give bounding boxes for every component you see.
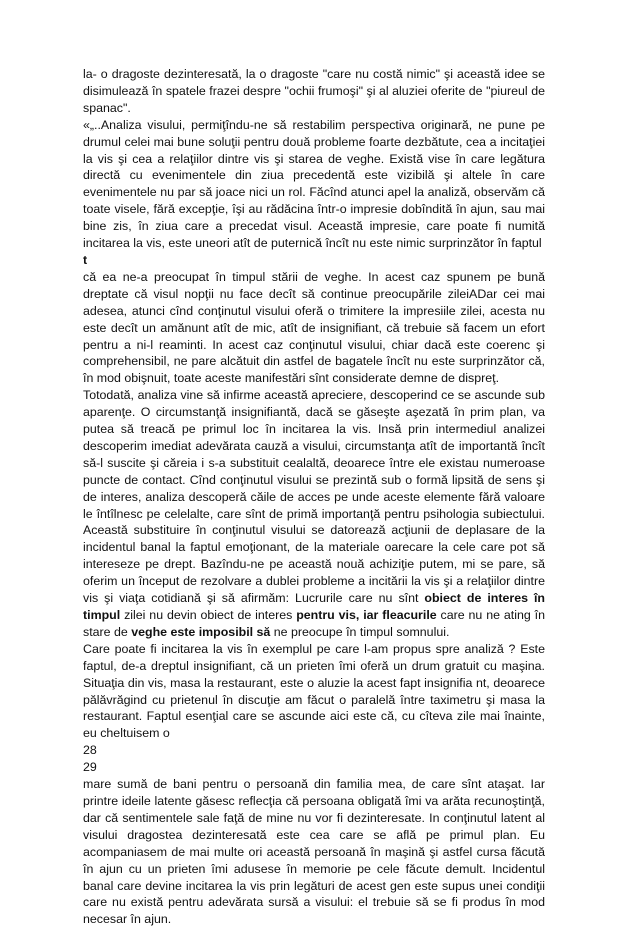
paragraph-p4 bbox=[83, 269, 545, 387]
bold-text: obiect de interes în timpul bbox=[83, 591, 545, 622]
bold-text: pentru vis, iar fleacurile bbox=[296, 608, 437, 622]
text-segment: ne preocupe în timpul somnului. bbox=[270, 624, 450, 639]
paragraph-p1 bbox=[83, 66, 545, 117]
paragraph-p7 bbox=[83, 742, 545, 759]
text-segment: «„..Analiza visului, permiţîndu-ne să restabilim perspectiva originară, ne pune pe drumul celei mai bune soluţii pentru două probleme foarte dezbătute, cea a incitaţiei la vis şi cea a relaţiilor dintre vis şi starea de veghe. Există vise în care legătura directă cu evenimentele din ziua precedentă este vizibilă şi altele în care evenimentele nu par să joace nici un rol. Făcînd atunci apel la analiză, observăm că toate visele, fără excepţie, îşi au rădăcina într-o impresie dobîndită în ajun, sau mai bine zis, în ziua care a precedat visul. Această impresie, care poate fi numită incitarea la vis, este uneori atît de puternică încît nu este nimic surprinzător în faptul bbox=[83, 117, 545, 251]
paragraph-p3 bbox=[83, 252, 545, 269]
text-segment: 29 bbox=[83, 760, 97, 775]
paragraph-p5 bbox=[83, 387, 545, 641]
paragraph-p8 bbox=[83, 759, 545, 776]
text-segment: zilei nu devin obiect de interes bbox=[120, 608, 297, 622]
text-segment: Totodată, analiza vine să infirme această apreciere, descoperind ce se ascunde sub aparenţe. O circumstanţă insignifiantă, dacă se găseşte aşezată în prim plan, va putea să treacă pe primul loc în incitarea la vis. Insă prin intermediul analizei descoperim imediat adevărata cauză a visului, circumstanţa atît de importantă încît să-l suscite şi căreia i s-a substituit cealaltă, deoarece între ele existau numeroase puncte de contact. Cînd conţinutul visului se prezintă sub o formă lipsită de sens şi de interes, analiza descoperă căile de acces pe unde aceste elemente fără valoare le întîlnesc pe celelalte, care sînt de primă importanţă pentru psihologia subiectului. Această substituire în conţinutul visului se datorează acţiunii de deplasare de la incidentul banal la faptul emoţionant, de la materiale oarecare la cele care pot să intereseze pe drept. Bazîndu-ne pe această nouă achiziţie putem, mi se pare, să oferim un început de rezolvare a dublei probleme a incitării la vis şi a relaţiilor dintre vis şi viaţa cotidiană şi să afirmăm: Lucrurile care nu sînt bbox=[83, 388, 545, 606]
text-segment: Care poate fi incitarea la vis în exemplul pe care l-am propus spre analiză ? Este faptul, de-a dreptul insignifiant, că un prieten îmi oferă un drum gratuit cu maşina. Situaţia din vis, masa la restaurant, este o aluzie la acest fapt insignifia nt, deoarece pălăvrăgind cu prietenul în discuţie am făcut o paralelă între taximetru şi masa la restaurant. Faptul esenţial care se ascunde aici este că, cu cîteva zile mai înainte, eu cheltuisem o bbox=[83, 641, 545, 741]
paragraph-p6 bbox=[83, 641, 545, 742]
text-segment: la- o dragoste dezinteresată, la o dragoste "care nu costă nimic" şi această idee se disimulează în spatele frazei despre "ochii frumoşi" şi al aluziei oferite de "piureul de spanac". bbox=[83, 67, 545, 115]
text-segment: că ea ne-a preocupat în timpul stării de veghe. In acest caz spunem pe bună dreptate că visul nopţii nu face decît să continue preocupările zileiADar cei mai adesea, atunci cînd conţinutul visului oferă o trimitere la impresiile zilei, acesta nu este decît un amănunt atît de mic, atît de insignifiant, că trebuie să facem un efort pentru a ni-l reaminti. In acest caz conţinutul visului, chiar dacă este coerenc şi comprehensibil, ne pare alcătuit din astfel de bagatele încît nu este surprinzător că, în mod obişnuit, toate aceste manifestări sînt considerate demne de dispreţ. bbox=[83, 269, 545, 386]
text-segment: 28 bbox=[83, 743, 97, 758]
paragraph-p2 bbox=[83, 117, 545, 252]
bold-text: veghe este imposibil să bbox=[131, 624, 271, 639]
paragraph-p9 bbox=[83, 776, 545, 928]
text-segment: mare sumă de bani pentru o persoană din familia mea, de care sînt ataşat. Iar printre ideile latente găsesc reflecţia că persoana obligată îmi va arăta recunoştinţă, dar că sentimentele sale faţă de mine nu vor fi dezinteresate. In conţinutul latent al visului dragostea dezinteresată este cea care se află pe primul plan. Eu acompaniasem de mai multe ori această persoană în maşină şi astfel cursa făcută în ajun cu un prieten îmi adusese în memorie pe cele făcute demult. Incidentul banal care devine incitarea la vis prin legături de acest gen este supus unei condiţii care nu există pentru adevărata sursă a visului: el trebuie să se fi produs în mod necesar în ajun. bbox=[83, 777, 545, 927]
text-segment: care nu ne ating în stare de bbox=[83, 608, 545, 639]
bold-text: t bbox=[83, 252, 88, 267]
document-page bbox=[83, 66, 545, 928]
